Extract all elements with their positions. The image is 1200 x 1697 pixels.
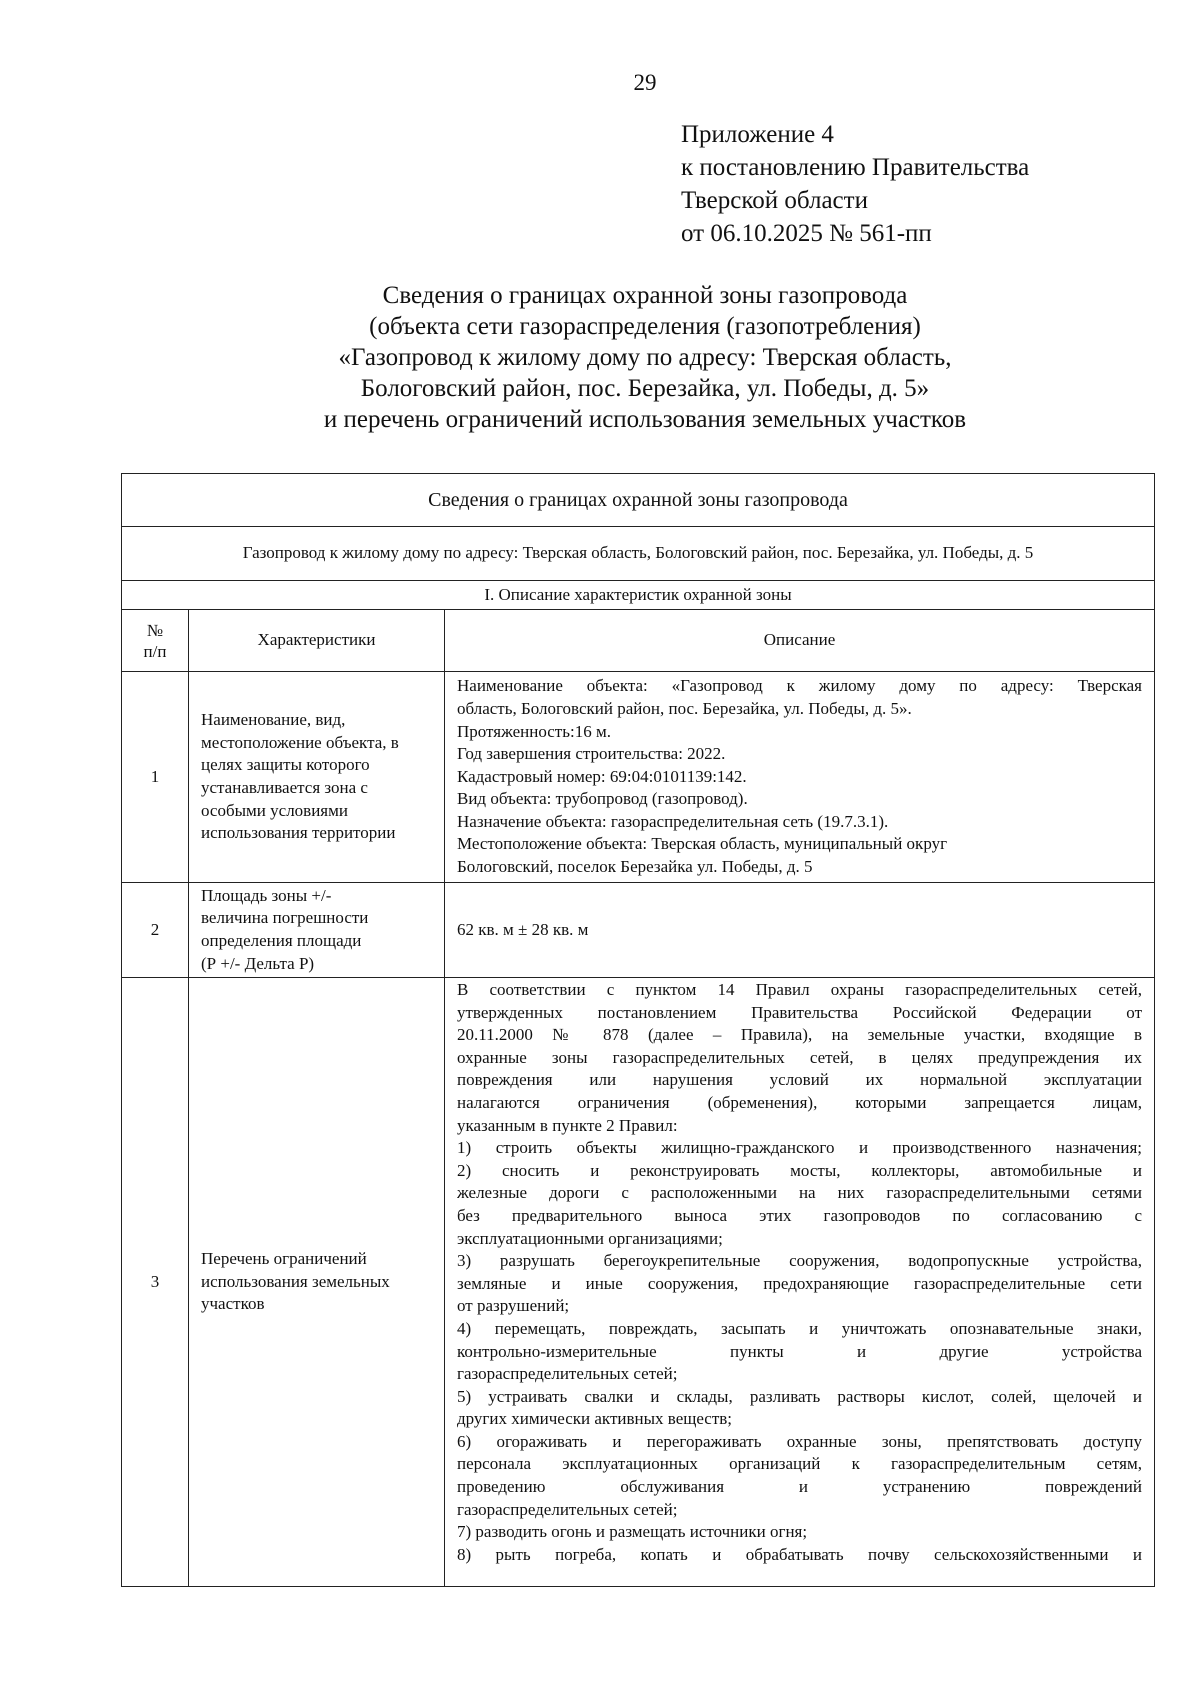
title-line: и перечень ограничений использования земельных участков bbox=[323, 406, 967, 433]
description-line: газораспределительных сетей; bbox=[457, 1364, 678, 1384]
row-number: 2 bbox=[122, 883, 189, 978]
description-line: проведению обслуживания и устранению повреждений bbox=[457, 1477, 1143, 1497]
appendix-line: Приложение 4 bbox=[681, 121, 834, 148]
row-description bbox=[445, 672, 1155, 883]
description-line: 7) разводить огонь и размещать источники огня; bbox=[457, 1522, 808, 1542]
row-description bbox=[445, 978, 1155, 1587]
row-description: 62 кв. м ± 28 кв. м bbox=[445, 883, 1155, 978]
description-line: от разрушений; bbox=[457, 1296, 570, 1316]
description-line: Бологовский, поселок Березайка ул. Победы, д. 5 bbox=[457, 857, 813, 877]
appendix-line: от 06.10.2025 № 561-пп bbox=[681, 220, 932, 247]
description-line: 8) рыть погреба, копать и обрабатывать почву сельскохозяйственными и bbox=[457, 1544, 1143, 1564]
document-title bbox=[120, 280, 1170, 435]
description-line: 20.11.2000 № 878 (далее – Правила), на земельные участки, входящие в bbox=[457, 1025, 1143, 1045]
description-line: 6) огораживать и перегораживать охранные зоны, препятствовать доступу bbox=[457, 1431, 1143, 1451]
description-line: утвержденных постановлением Правительства Российской Федерации от bbox=[457, 1002, 1143, 1022]
appendix-line: к постановлению Правительства bbox=[681, 154, 1030, 181]
table-header-row bbox=[122, 610, 1155, 672]
description-line: Наименование объекта: «Газопровод к жилому дому по адресу: Тверская bbox=[457, 676, 1143, 696]
restriction-list bbox=[457, 979, 1142, 1583]
title-line: (объекта сети газораспределения (газопотребления) bbox=[369, 313, 921, 340]
row-characteristic: Перечень ограничений использования земельных участков bbox=[189, 978, 445, 1587]
description-line: 4) перемещать, повреждать, засыпать и уничтожать опознавательные знаки, bbox=[457, 1318, 1143, 1338]
description-line: Год завершения строительства: 2022. bbox=[457, 744, 726, 764]
description-line: Вид объекта: трубопровод (газопровод). bbox=[457, 789, 748, 809]
description-line: 3) разрушать берегоукрепительные сооружения, водопропускные устройства, bbox=[457, 1251, 1143, 1271]
appendix-block bbox=[681, 118, 1029, 250]
header-number bbox=[122, 610, 189, 672]
table-row bbox=[122, 672, 1155, 883]
row-characteristic bbox=[189, 883, 445, 978]
zone-info-table bbox=[121, 473, 1155, 1587]
description-line: В соответствии с пунктом 14 Правил охраны газораспределительных сетей, bbox=[457, 980, 1143, 999]
page-number: 29 bbox=[633, 70, 657, 95]
description-line: земляные и иные сооружения, предохраняющие газораспределительные сети bbox=[457, 1273, 1143, 1293]
appendix-line: Тверской области bbox=[681, 187, 868, 214]
description-line: без предварительного выноса этих газопроводов по согласованию с bbox=[457, 1205, 1143, 1225]
header-characteristic: Характеристики bbox=[189, 610, 445, 672]
description-line: Назначение объекта: газораспределительная сеть (19.7.3.1). bbox=[457, 811, 889, 831]
title-line: Сведения о границах охранной зоны газопровода bbox=[382, 282, 908, 309]
characteristic-line: величина погрешности bbox=[201, 908, 369, 928]
header-number-line: п/п bbox=[143, 641, 167, 661]
characteristic-line: определения площади bbox=[201, 931, 362, 950]
row-characteristic: Наименование, вид, местоположение объекта, в целях защиты которого устанавливается зона с особыми условиями использования территории bbox=[189, 672, 445, 883]
description-line: область, Бологовский район, пос. Березайка, ул. Победы, д. 5». bbox=[457, 698, 912, 718]
row-number: 1 bbox=[122, 672, 189, 883]
description-line: указанным в пункте 2 Правил: bbox=[457, 1115, 678, 1135]
object-name-cell: Газопровод к жилому дому по адресу: Тверская область, Бологовский район, пос. Березайка, ул. Победы, д. 5 bbox=[122, 527, 1155, 581]
description-line: контрольно-измерительные пункты и другие устройства bbox=[457, 1341, 1143, 1361]
table-row bbox=[122, 978, 1155, 1587]
section-heading: I. Описание характеристик охранной зоны bbox=[122, 581, 1155, 610]
description-line: газораспределительных сетей; bbox=[457, 1499, 678, 1519]
row-number: 3 bbox=[122, 978, 189, 1587]
table-title: Сведения о границах охранной зоны газопровода bbox=[122, 474, 1155, 527]
characteristic-line: Площадь зоны +/- bbox=[201, 885, 332, 905]
description-line: налагаются ограничения (обременения), которыми запрещается лицам, bbox=[457, 1092, 1143, 1112]
description-line: 2) сносить и реконструировать мосты, коллекторы, автомобильные и bbox=[457, 1160, 1143, 1180]
description-line: железные дороги с расположенными на них газораспределительными сетями bbox=[457, 1183, 1143, 1203]
description-line: повреждения или нарушения условий их нормальной эксплуатации bbox=[457, 1070, 1143, 1090]
table-row bbox=[122, 883, 1155, 978]
description-line: персонала эксплуатационных организаций к газораспределительным сетям, bbox=[457, 1454, 1143, 1474]
header-description: Описание bbox=[445, 610, 1155, 672]
description-line: Кадастровый номер: 69:04:0101139:142. bbox=[457, 766, 747, 786]
description-line: 5) устраивать свалки и склады, разливать растворы кислот, солей, щелочей и bbox=[457, 1386, 1143, 1406]
title-line: Бологовский район, пос. Березайка, ул. Победы, д. 5» bbox=[360, 375, 930, 402]
description-line: охранные зоны газораспределительных сетей, в целях предупреждения их bbox=[457, 1047, 1143, 1067]
description-line: 1) строить объекты жилищно-гражданского и производственного назначения; bbox=[457, 1138, 1143, 1158]
description-line: Протяженность:16 м. bbox=[457, 721, 611, 741]
header-number-line: № bbox=[146, 620, 164, 640]
characteristic-line: (Р +/- Дельта Р) bbox=[201, 953, 315, 973]
description-line: эксплуатационными организациями; bbox=[457, 1228, 723, 1248]
description-line: других химически активных веществ; bbox=[457, 1409, 733, 1429]
title-line: «Газопровод к жилому дому по адресу: Тверская область, bbox=[338, 344, 952, 371]
description-line: Местоположение объекта: Тверская область, муниципальный округ bbox=[457, 834, 948, 854]
